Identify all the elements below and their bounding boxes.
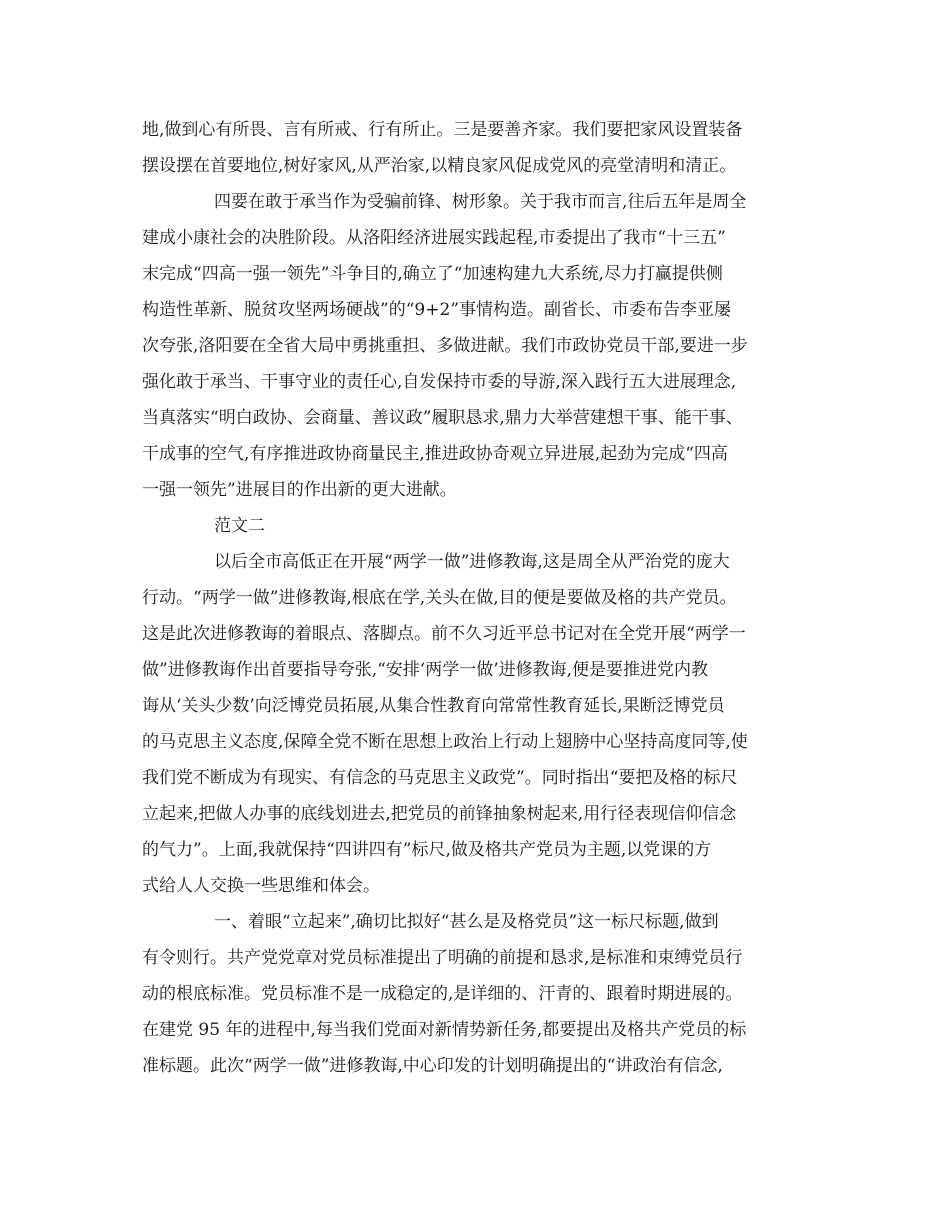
text-line: 强化敢于承当、干事守业的责任心,自发保持市委的导游,深入践行五大进展理念, (142, 372, 737, 392)
section-heading: 范文二 (214, 516, 265, 536)
text-line: 当真落实“明白政协、会商量、善议政”履职恳求,鼎力大举营建想干事、能干事、 (142, 408, 743, 428)
text-line: 有令则行。共产党党章对党员标准提出了明确的前提和恳求,是标准和束缚党员行 (142, 948, 743, 968)
text-line: 的马克思主义态度,保障全党不断在思想上政治上行动上翅膀中心坚持高度同等,使 (142, 732, 748, 752)
text-line: 动的根底标准。党员标准不是一成稳定的,是详细的、汗青的、跟着时期进展的。 (142, 984, 743, 1004)
text-line: 在建党 95 年的进程中,每当我们党面对新情势新任务,都要提出及格共产党员的标 (142, 1020, 747, 1040)
text-line: 地,做到心有所畏、言有所戒、行有所止。三是要善齐家。我们要把家风设置装备 (142, 120, 743, 140)
text-line: 立起来,把做人办事的底线划进去,把党员的前锋抽象树起来,用行径表现信仰信念 (142, 804, 737, 824)
text-line: 行动。“两学一做”进修教诲,根底在学,关头在做,目的便是要做及格的共产党员。 (142, 588, 737, 608)
text-line: 构造性革新、脱贫攻坚两场硬战”的“9+2”事情构造。副省长、市委布告李亚屡 (142, 300, 731, 320)
text-line: 准标题。此次“两学一做”进修教诲,中心印发的计划明确提出的“讲政治有信念, (142, 1056, 723, 1076)
text-line: 诲从‘关头少数’向泛博党员拓展,从集合性教育向常常性教育延长,果断泛博党员 (142, 696, 725, 716)
text-line: 四要在敢于承当作为受骗前锋、树形象。关于我市而言,往后五年是周全 (214, 192, 747, 212)
text-line: 这是此次进修教诲的着眼点、落脚点。前不久习近平总书记对在全党开展“两学一 (142, 624, 746, 644)
text-line: 一强一领先”进展目的作出新的更大进献。 (142, 480, 457, 500)
text-line: 式给人人交换一些思维和体会。 (142, 876, 380, 896)
text-line: 次夸张,洛阳要在全省大局中勇挑重担、多做进献。我们市政协党员干部,要进一步 (142, 336, 748, 356)
text-line: 以后全市高低正在开展“两学一做”进修教诲,这是周全从严治党的庞大 (214, 552, 730, 572)
text-line: 我们党不断成为有现实、有信念的马克思主义政党”。同时指出“要把及格的标尺 (142, 768, 738, 788)
text-line: 摆设摆在首要地位,树好家风,从严治家,以精良家风促成党风的亮堂清明和清正。 (142, 156, 737, 176)
text-line: 一、着眼“立起来”,确切比拟好“甚么是及格党员”这一标尺标题,做到 (214, 912, 719, 932)
text-line: 建成小康社会的决胜阶段。从洛阳经济进展实践起程,市委提出了我市“十三五” (142, 228, 726, 248)
text-line: 末完成“四高一强一领先”斗争目的,确立了“加速构建九大系统,尽力打赢提供侧 (142, 264, 723, 284)
text-line: 做”进修教诲作出首要指导夸张,“安排‘两学一做’进修教诲,便是要推进党内教 (142, 660, 708, 680)
text-line: 的气力”。上面,我就保持“四讲四有”标尺,做及格共产党员为主题,以党课的方 (142, 840, 712, 860)
text-line: 干成事的空气,有序推进政协商量民主,推进政协奇观立异进展,起劲为完成“四高 (142, 444, 728, 464)
